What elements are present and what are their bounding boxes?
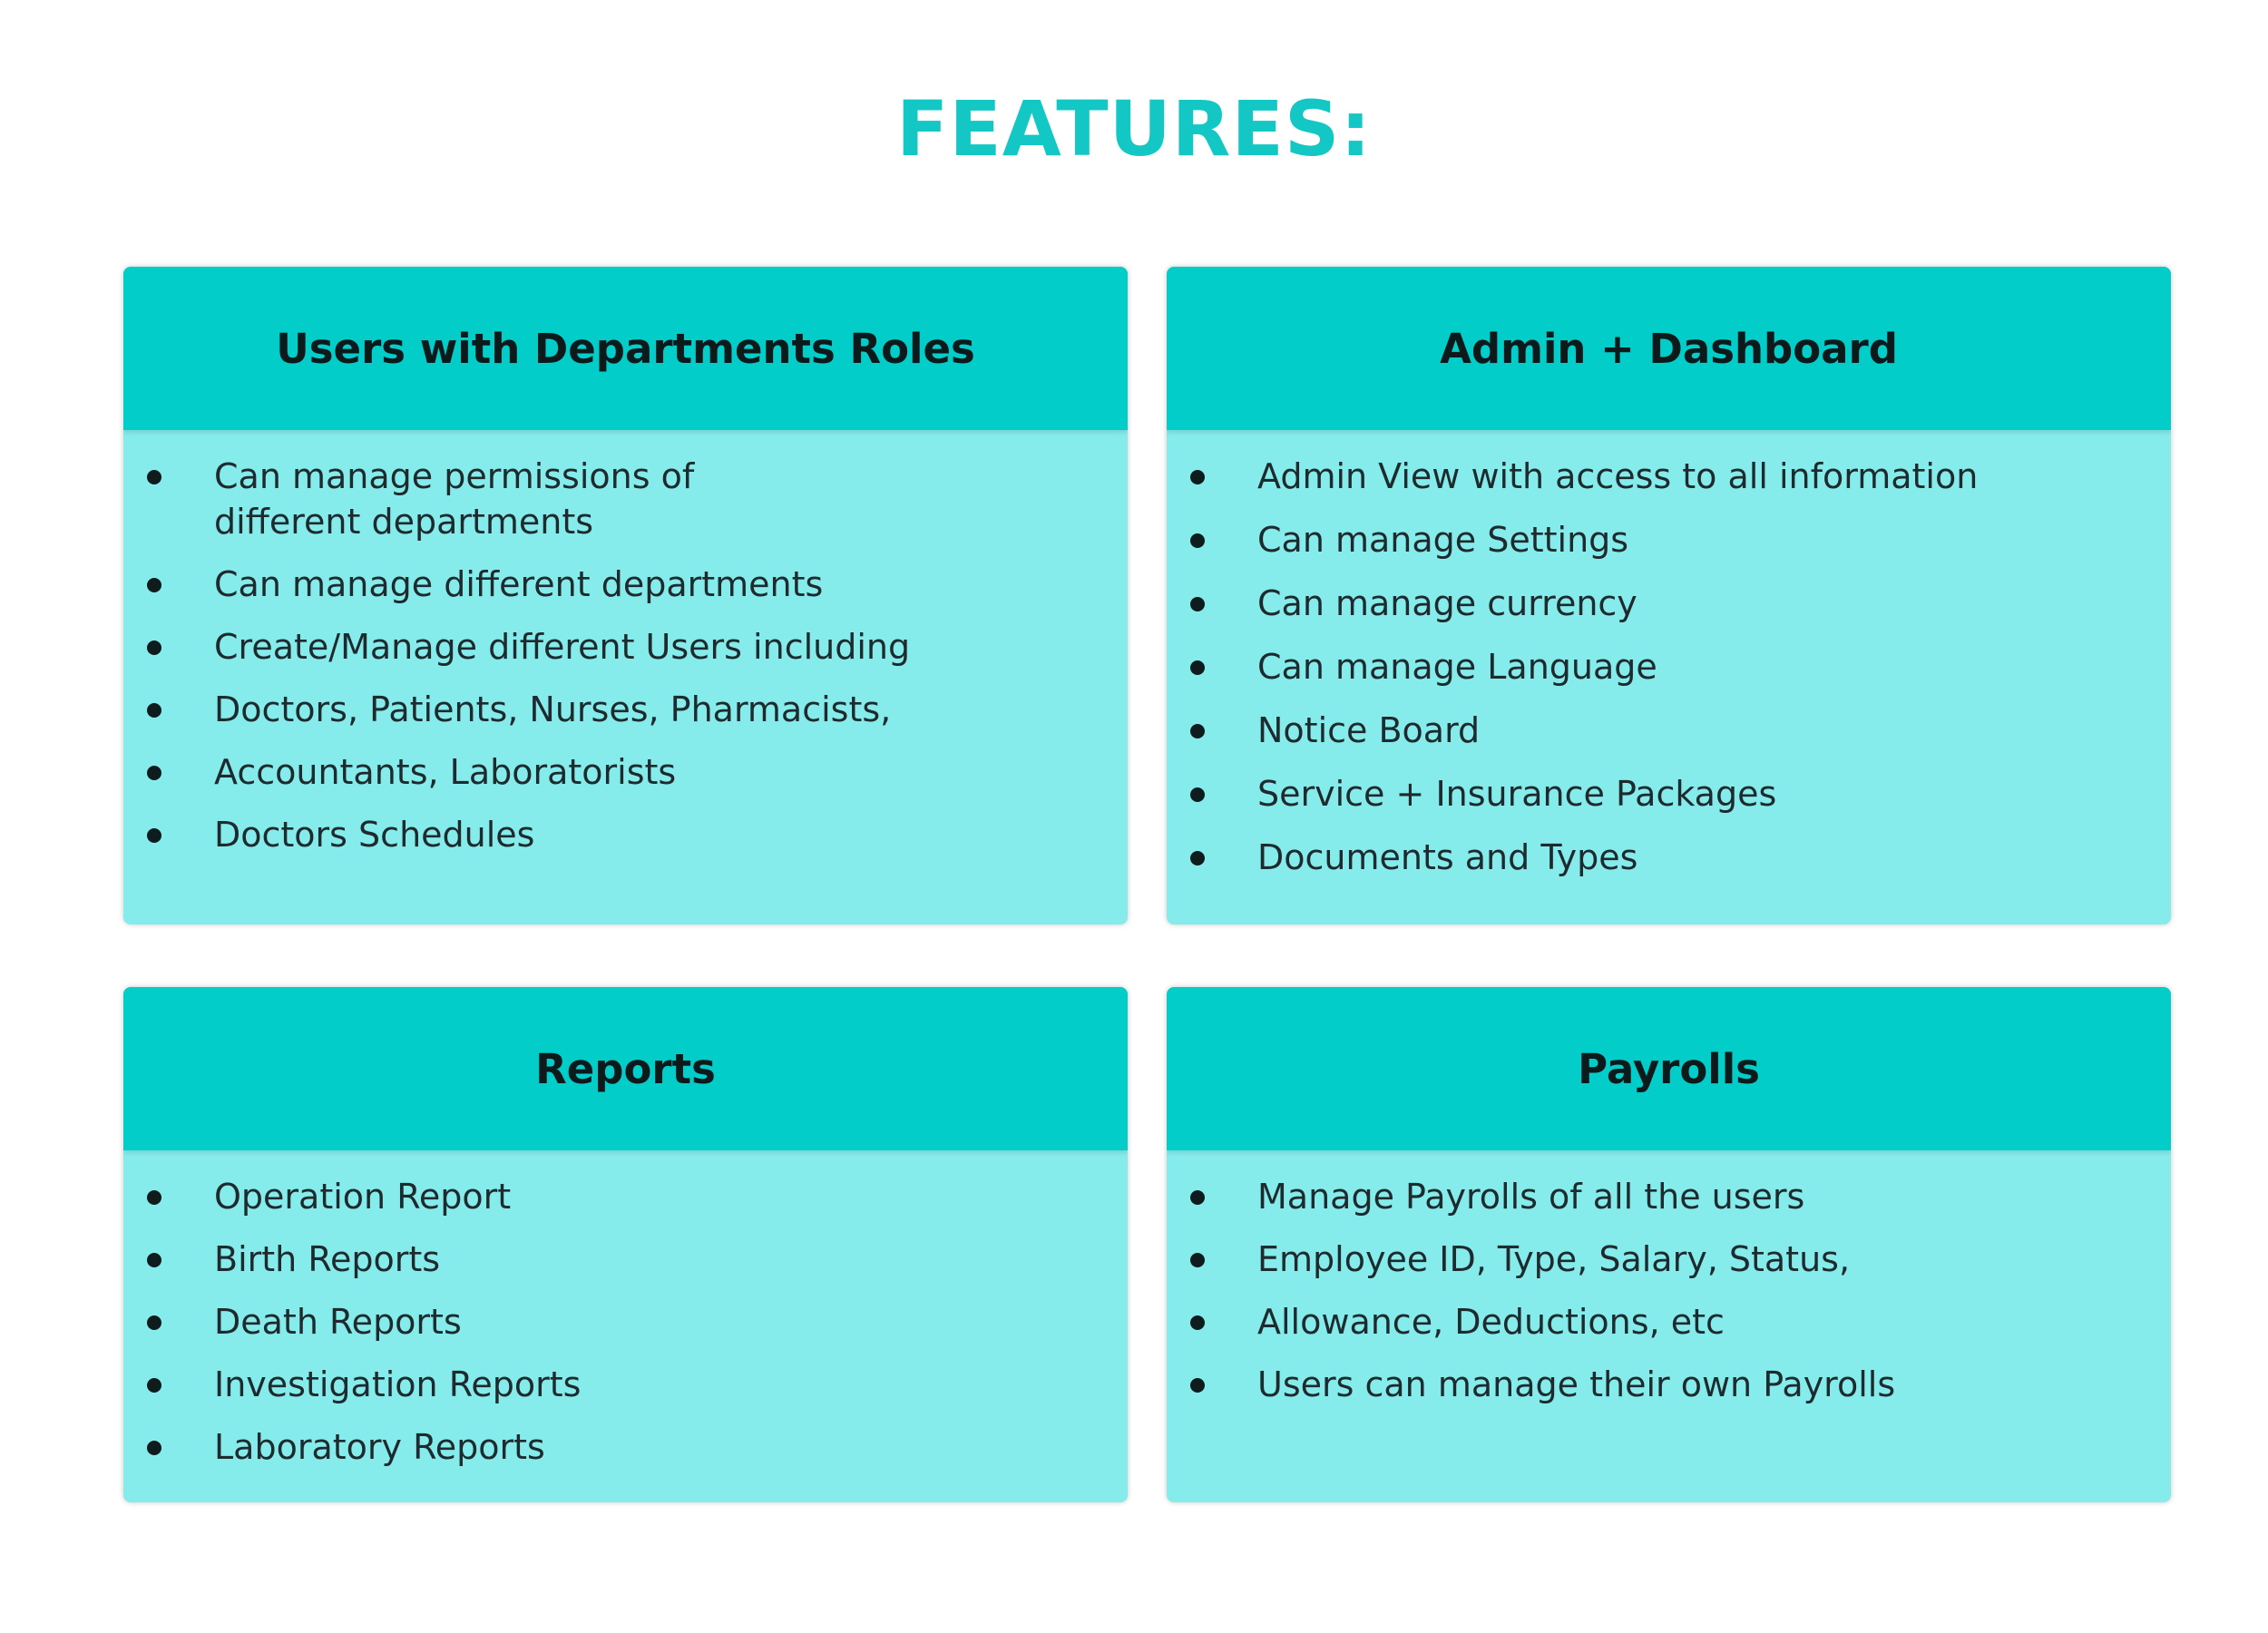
bullet-icon (147, 1315, 161, 1330)
bullet-icon (1190, 533, 1205, 548)
feature-card-users (123, 267, 1128, 924)
bullet-icon (147, 1253, 161, 1267)
feature-list (123, 454, 1128, 875)
card-title: Reports (535, 1044, 716, 1093)
card-header (123, 267, 1128, 430)
bullet-icon (1190, 1378, 1205, 1393)
list-item (1167, 1362, 2171, 1407)
feature-card-reports (123, 987, 1128, 1502)
list-item (123, 562, 1128, 607)
list-item-text: Documents and Types (1257, 837, 1638, 877)
list-item-text: Can manage Settings (1257, 520, 1629, 560)
list-item (1167, 835, 2171, 880)
list-item-text: Operation Report (214, 1177, 512, 1217)
bullet-icon (1190, 1190, 1205, 1205)
list-item (123, 1174, 1128, 1219)
list-item (1167, 1299, 2171, 1345)
bullet-icon (147, 1190, 161, 1205)
bullet-icon (147, 470, 161, 484)
card-title: Admin + Dashboard (1440, 324, 1898, 373)
card-header (1167, 267, 2171, 430)
list-item (123, 624, 1128, 670)
bullet-icon (1190, 724, 1205, 738)
list-item (1167, 1237, 2171, 1282)
list-item-text: Notice Board (1257, 710, 1481, 750)
bullet-icon (147, 640, 161, 655)
card-title: Users with Departments Roles (276, 324, 975, 373)
list-item (123, 1362, 1128, 1407)
list-item-text: Can manage currency (1257, 583, 1637, 623)
list-item (1167, 644, 2171, 689)
feature-list (1167, 454, 2171, 898)
bullet-icon (147, 828, 161, 843)
list-item-text: Accountants, Laboratorists (214, 752, 677, 792)
card-title: Payrolls (1578, 1044, 1760, 1093)
bullet-icon (1190, 787, 1205, 802)
bullet-icon (1190, 1315, 1205, 1330)
list-item (1167, 708, 2171, 753)
list-item (123, 687, 1128, 732)
list-item-text: Allowance, Deductions, etc (1257, 1302, 1725, 1342)
list-item-text: Can manage permissions of different departments (214, 456, 695, 542)
list-item-text: Can manage different departments (214, 564, 824, 604)
list-item (123, 749, 1128, 795)
list-item-text: Users can manage their own Payrolls (1257, 1364, 1896, 1404)
list-item (123, 1299, 1128, 1345)
bullet-icon (147, 1441, 161, 1455)
card-header (123, 987, 1128, 1150)
bullet-icon (1190, 470, 1205, 484)
page-title: FEATURES: (896, 84, 1372, 173)
list-item (123, 1237, 1128, 1282)
list-item-text: Laboratory Reports (214, 1427, 545, 1467)
list-item-text: Create/Manage different Users including (214, 627, 911, 667)
list-item (1167, 1174, 2171, 1219)
list-item-text: Service + Insurance Packages (1257, 774, 1777, 814)
list-item (123, 454, 813, 544)
list-item (123, 812, 1128, 857)
list-item-text: Doctors Schedules (214, 815, 535, 855)
list-item (1167, 517, 2171, 562)
list-item-text: Birth Reports (214, 1239, 441, 1279)
list-item-text: Manage Payrolls of all the users (1257, 1177, 1805, 1217)
bullet-icon (147, 703, 161, 718)
list-item-text: Investigation Reports (214, 1364, 582, 1404)
feature-list (1167, 1174, 2171, 1424)
list-item-text: Admin View with access to all information (1257, 456, 1979, 496)
bullet-icon (147, 766, 161, 780)
list-item-text: Can manage Language (1257, 647, 1657, 687)
list-item-text: Death Reports (214, 1302, 462, 1342)
bullet-icon (1190, 851, 1205, 865)
bullet-icon (1190, 1253, 1205, 1267)
list-item (1167, 454, 2171, 499)
list-item (1167, 771, 2171, 816)
bullet-icon (1190, 660, 1205, 675)
card-header (1167, 987, 2171, 1150)
list-item-text: Doctors, Patients, Nurses, Pharmacists, (214, 689, 892, 729)
bullet-icon (147, 578, 161, 592)
feature-card-payrolls (1167, 987, 2171, 1502)
bullet-icon (1190, 597, 1205, 611)
feature-list (123, 1174, 1128, 1487)
list-item (1167, 581, 2171, 626)
feature-card-admin-dashboard (1167, 267, 2171, 924)
list-item-text: Employee ID, Type, Salary, Status, (1257, 1239, 1851, 1279)
bullet-icon (147, 1378, 161, 1393)
list-item (123, 1424, 1128, 1470)
